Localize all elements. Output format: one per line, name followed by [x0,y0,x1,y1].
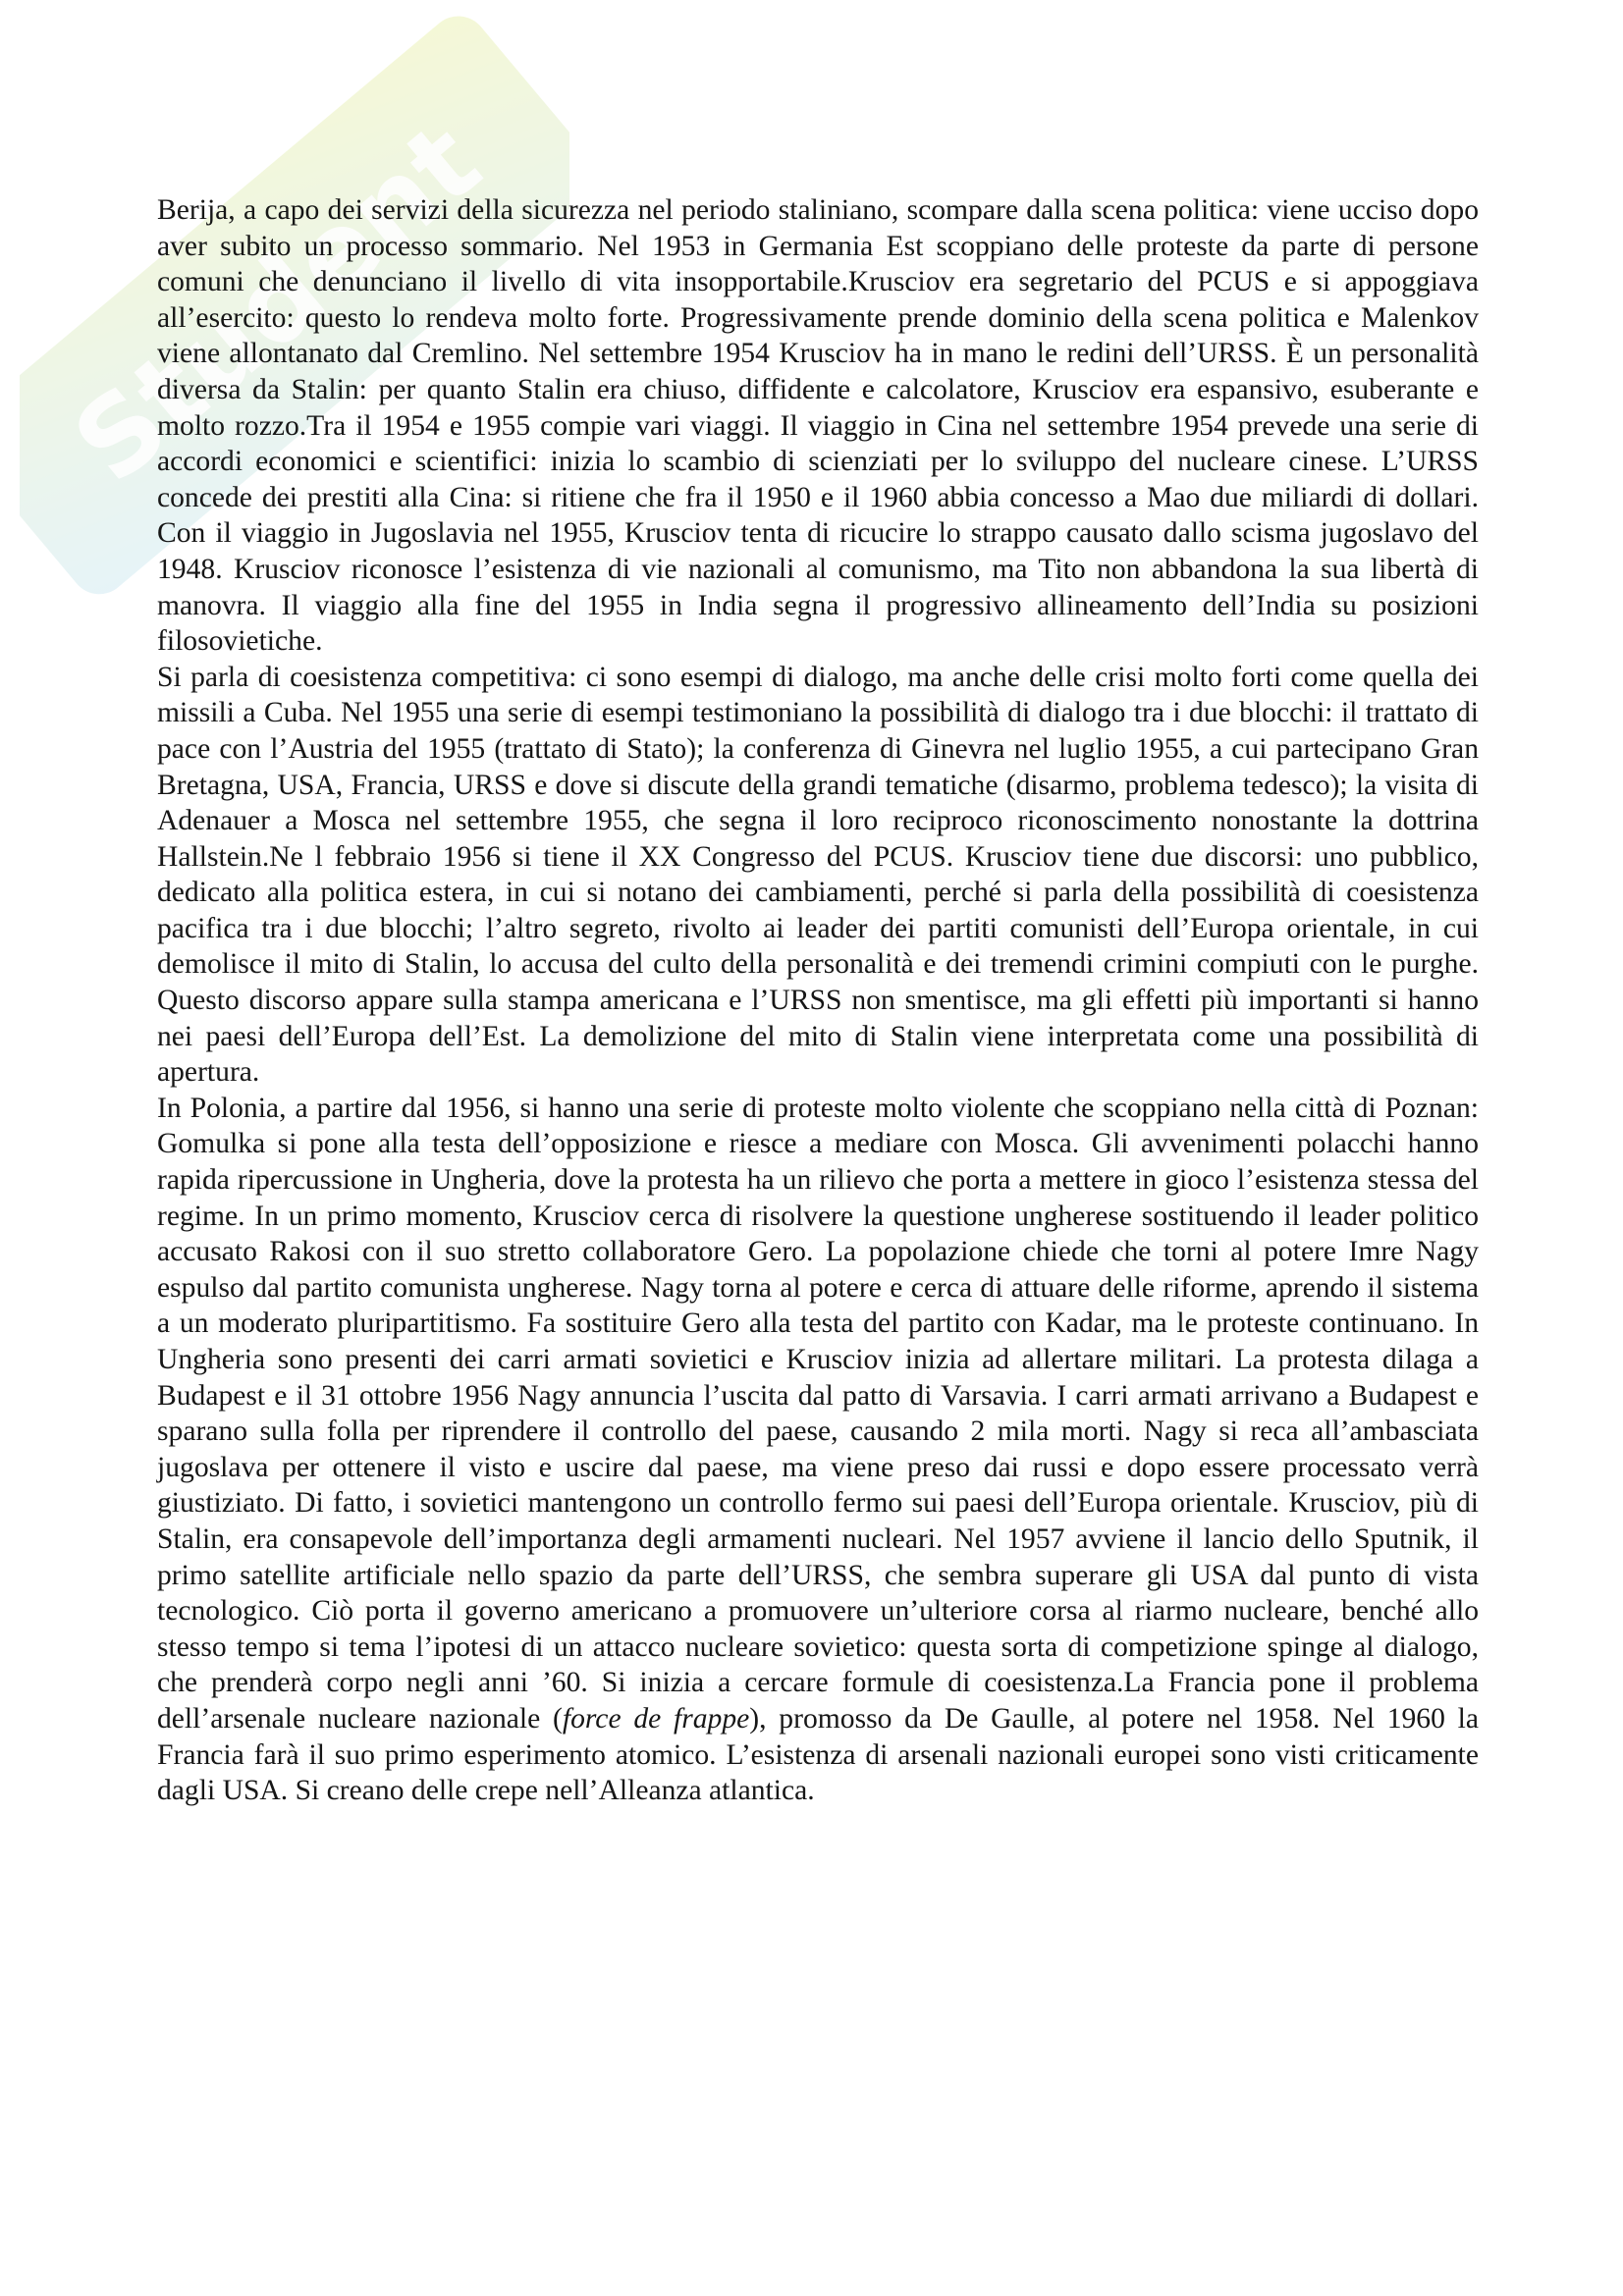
paragraph [157,1091,1479,1809]
paragraph: Berija, a capo dei servizi della sicurezza nel periodo staliniano, scompare dalla scena politica: viene ucciso dopo aver subito un processo sommario. Nel 1953 in Germania Est scoppiano delle proteste da parte di persone comuni che denunciano il livello di vita insopportabile.Krusciov era segretario del PCUS e si appoggiava all’esercito: questo lo rendeva molto forte. Progressivamente prende dominio della scena politica e Malenkov viene allontanato dal Cremlino. Nel settembre 1954 Krusciov ha in mano le redini dell’URSS. È un personalità diversa da Stalin: per quanto Stalin era chiuso, diffidente e calcolatore, Krusciov era espansivo, esuberante e molto rozzo.Tra il 1954 e 1955 compie vari viaggi. Il viaggio in Cina nel settembre 1954 prevede una serie di accordi economici e scientifici: inizia lo scambio di scienziati per lo sviluppo del nucleare cinese. L’URSS concede dei prestiti alla Cina: si ritiene che fra il 1950 e il 1960 abbia concesso a Mao due miliardi di dollari. Con il viaggio in Jugoslavia nel 1955, Krusciov tenta di ricucire lo strappo causato dallo scisma jugoslavo del 1948. Krusciov riconosce l’esistenza di vie nazionali al comunismo, ma Tito non abbandona la sua libertà di manovra. Il viaggio alla fine del 1955 in India segna il progressivo allineamento dell’India su posizioni filosovietiche. [157,194,1479,658]
paragraph: Si parla di coesistenza competitiva: ci sono esempi di dialogo, ma anche delle crisi molto forti come quella dei missili a Cuba. Nel 1955 una serie di esempi testimoniano la possibilità di dialogo tra i due blocchi: il trattato di pace con l’Austria del 1955 (trattato di Stato); la conferenza di Ginevra nel luglio 1955, a cui partecipano Gran Bretagna, USA, Francia, URSS e dove si discute della grandi tematiche (disarmo, problema tedesco); la visita di Adenauer a Mosca nel settembre 1955, che segna il loro reciproco riconoscimento nonostante la dottrina Hallstein.Ne l febbraio 1956 si tiene il XX Congresso del PCUS. Krusciov tiene due discorsi: uno pubblico, dedicato alla politica estera, in cui si notano dei cambiamenti, perché si parla della possibilità di coesistenza pacifica tra i due blocchi; l’altro segreto, rivolto ai leader dei partiti comunisti dell’Europa orientale, in cui demolisce il mito di Stalin, lo accusa del culto della personalità e dei tremendi crimini compiuti con le purghe. Questo discorso appare sulla stampa americana e l’URSS non smentisce, ma gli effetti più importanti si hanno nei paesi dell’Europa dell’Est. La demolizione del mito di Stalin viene interpretata come una possibilità di apertura. [157,661,1479,1089]
document-body [157,192,1479,1809]
watermark-text: Student [50,98,504,507]
paragraph-text: ), promosso da De Gaulle, al potere nel 1958. Nel 1960 la Francia farà il suo primo esperimento atomico. L’esistenza di arsenali nazionali europei sono visti criticamente dagli USA. Si creano delle crepe nell’Alleanza atlantica. [157,1702,1479,1807]
italic-term: force de frappe [562,1702,750,1735]
paragraph-text: In Polonia, a partire dal 1956, si hanno una serie di proteste molto violente che scoppiano nella città di Poznan: Gomulka si pone alla testa dell’opposizione e riesce a mediare con Mosca. Gli avvenimenti polacchi hanno rapida ripercussione in Ungheria, dove la protesta ha un rilievo che porta a mettere in gioco l’esistenza stessa del regime. In un primo momento, Krusciov cerca di risolvere la questione ungherese sostituendo il leader politico accusato Rakosi con il suo stretto collaboratore Gero. La popolazione chiede che torni al potere Imre Nagy espulso dal partito comunista ungherese. Nagy torna al potere e cerca di attuare delle riforme, aprendo il sistema a un moderato pluripartitismo. Fa sostituire Gero alla testa del partito con Kadar, ma le proteste continuano. In Ungheria sono presenti dei carri armati sovietici e Krusciov inizia ad allertare militari. La protesta dilaga a Budapest e il 31 ottobre 1956 Nagy annuncia l’uscita dal patto di Varsavia. I carri armati arrivano a Budapest e sparano sulla folla per riprendere il controllo del paese, causando 2 mila morti. Nagy si reca all’ambasciata jugoslava per ottenere il visto e uscire dal paese, ma viene preso dai russi e dopo essere processato verrà giustiziato. Di fatto, i sovietici mantengono un controllo fermo sui paesi dell’Europa orientale. Krusciov, più di Stalin, era consapevole dell’importanza degli armamenti nucleari. Nel 1957 avviene il lancio dello Sputnik, il primo satellite artificiale nello spazio da parte dell’URSS, che sembra superare gli USA dal punto di vista tecnologico. Ciò porta il governo americano a promuovere un’ulteriore corsa al riarmo nucleare, benché allo stesso tempo si tema l’ipotesi di un attacco nucleare sovietico: questa sorta di competizione spinge al dialogo, che prenderà corpo negli anni ’60. Si inizia a cercare formule di coesistenza.La Francia pone il problema dell’arsenale nucleare nazionale ( [157,1092,1479,1735]
